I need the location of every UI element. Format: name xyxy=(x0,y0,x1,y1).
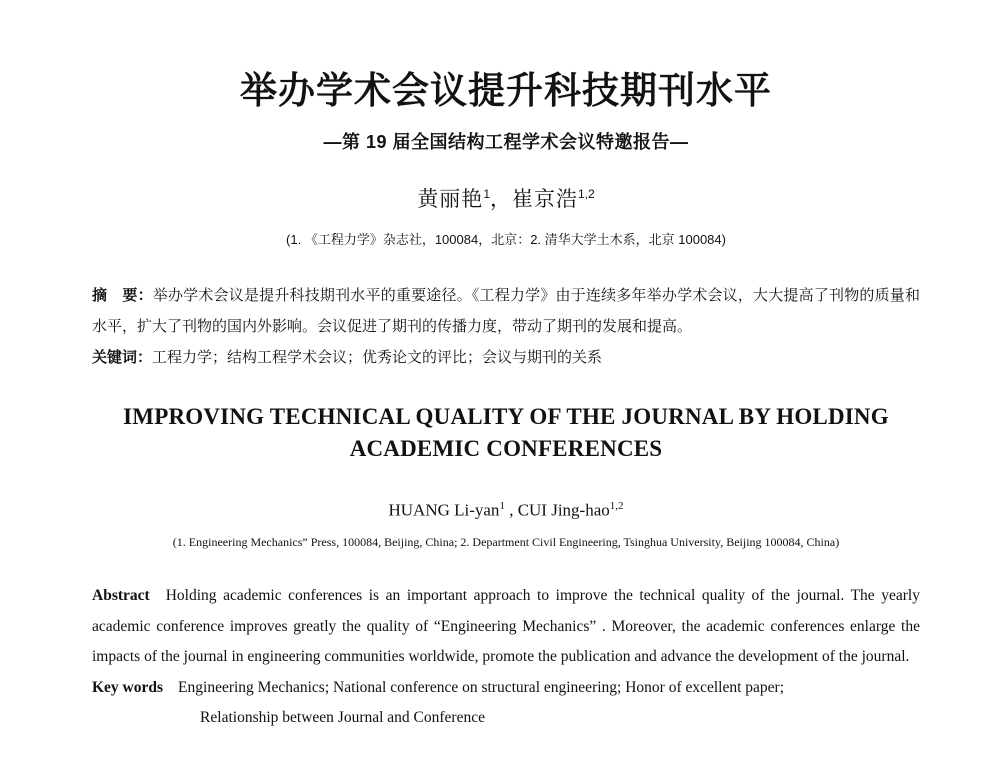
chinese-keywords xyxy=(92,342,920,373)
english-keywords-line2: Relationship between Journal and Conference xyxy=(200,708,485,726)
english-author2-name: CUI Jing-hao xyxy=(517,500,610,520)
chinese-author2-superscript: 1,2 xyxy=(578,186,595,201)
chinese-keywords-text: 工程力学；结构工程学术会议；优秀论文的评比；会议与期刊的关系 xyxy=(152,348,603,366)
english-abstract-label: Abstract xyxy=(92,587,150,605)
english-authors xyxy=(92,500,920,521)
english-author1-name: HUANG Li-yan xyxy=(388,500,500,520)
chinese-affiliation: (1. 《工程力学》杂志社，100084，北京：2. 清华大学土木系，北京 100084) xyxy=(286,231,726,247)
english-keywords-line1: Engineering Mechanics; National conference on structural engineering; Honor of excellent paper; xyxy=(178,678,785,696)
chinese-author2-name: 崔京浩 xyxy=(512,187,578,211)
english-keywords-text xyxy=(178,673,784,733)
english-title xyxy=(92,401,920,465)
english-authors-separator: , xyxy=(504,500,518,520)
english-affiliation: (1. Engineering Mechanics” Press, 100084, Beijing, China; 2. Department Civil Engineering, Tsinghua University, Beijing 100084, China) xyxy=(172,535,840,550)
chinese-keywords-label: 关键词： xyxy=(92,348,153,366)
english-author2-superscript: 1,2 xyxy=(609,499,624,512)
chinese-authors-separator: ， xyxy=(490,187,512,211)
chinese-subtitle: —第 19 届全国结构工程学术会议特邀报告— xyxy=(323,131,689,152)
chinese-author1-name: 黄丽艳 xyxy=(417,187,484,211)
chinese-abstract-label: 摘 要： xyxy=(92,286,153,304)
english-abstract xyxy=(92,581,920,673)
english-keywords-label: Key words xyxy=(92,678,164,696)
english-keywords xyxy=(92,673,920,733)
chinese-author1-superscript: 1 xyxy=(483,186,490,201)
english-title-line1: IMPROVING TECHNICAL QUALITY OF THE JOURNAL BY HOLDING xyxy=(123,403,889,429)
chinese-abstract-text: 举办学术会议是提升科技期刊水平的重要途径。《工程力学》由于连续多年举办学术会议，大大提高了刊物的质量和水平，扩大了刊物的国内外影响。会议促进了期刊的传播力度，带动了期刊的发展和提高。 xyxy=(92,286,920,335)
chinese-title: 举办学术会议提升科技期刊水平 xyxy=(240,70,772,111)
chinese-authors xyxy=(92,183,920,213)
chinese-abstract xyxy=(92,280,920,342)
english-abstract-text: Holding academic conferences is an important approach to improve the technical quality of the journal. The yearly academic conference improves greatly the quality of “Engineering Mechanics” . Moreover, the academic conferences enlarge the impacts of the journal in engineering communities worldwide, promote the publication and advance the development of the journal. xyxy=(92,587,920,666)
english-author1-superscript: 1 xyxy=(499,499,505,512)
english-title-line2: ACADEMIC CONFERENCES xyxy=(349,435,663,461)
